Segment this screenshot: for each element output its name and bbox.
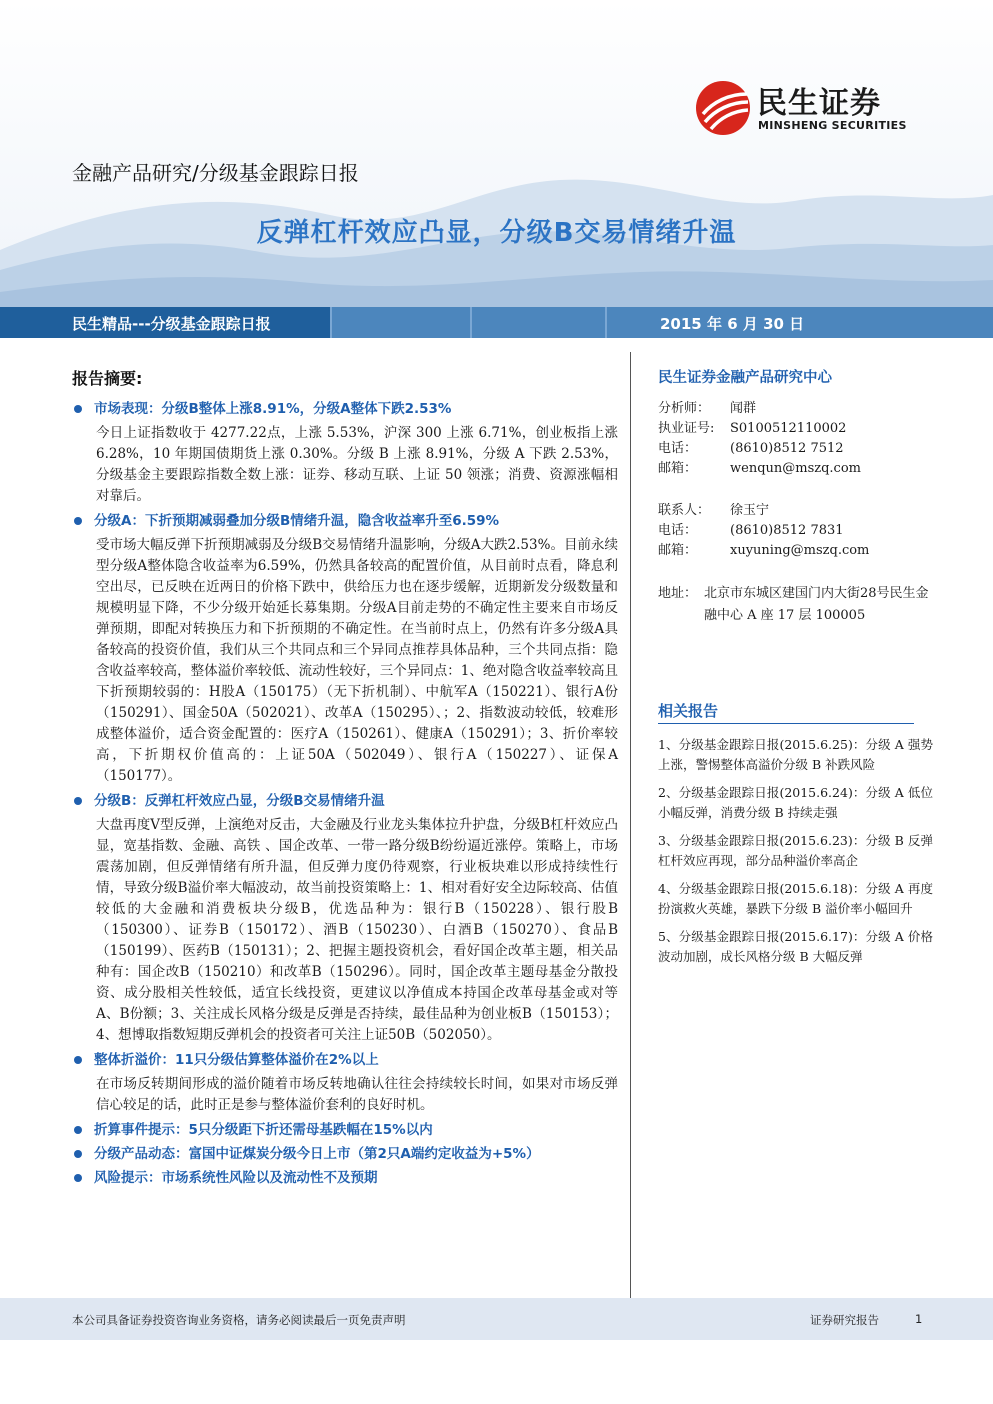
related-report-item[interactable]: 5、分级基金跟踪日报(2015.6.17)：分级 A 价格波动加剧，成长风格分级 B 大幅反弹 (658, 929, 933, 964)
contact-label: 联系人： (658, 503, 711, 518)
related-report-item[interactable]: 2、分级基金跟踪日报(2015.6.24)：分级 A 低位小幅反弹，消费分级 B 持续走强 (658, 785, 933, 820)
document-type: 证券研究报告 (810, 1313, 879, 1327)
bullet-icon (74, 405, 82, 413)
analyst-name: 闻群 (730, 401, 757, 416)
section-heading-text: 分级A：下折预期减弱叠加分级B情绪升温，隐含收益率升至6.59% (94, 513, 500, 529)
bar-divider (605, 307, 607, 338)
logo-chinese-name: 民生证券 (757, 86, 881, 121)
bullet-icon (74, 797, 82, 805)
series-name: 民生精品---分级基金跟踪日报 (72, 315, 271, 333)
minsheng-logo (695, 78, 935, 140)
section-heading (72, 399, 618, 419)
report-date: 2015 年 6 月 30 日 (660, 315, 805, 333)
spacer (658, 479, 933, 501)
related-report-item[interactable]: 1、分级基金跟踪日报(2015.6.25)：分级 A 强势上涨，警惕整体高溢价分级 B 补跌风险 (658, 737, 933, 772)
address-label: 地址： (658, 586, 698, 601)
related-reports-divider (658, 723, 914, 724)
page-number: 1 (915, 1312, 923, 1326)
contact-name: 徐玉宁 (730, 503, 770, 518)
bullet-icon (74, 1056, 82, 1064)
section-heading (72, 511, 618, 531)
email-row (658, 459, 933, 479)
address-text: 北京市东城区建国门内大街28号民生金融中心 A 座 17 层 100005 (704, 586, 929, 623)
cert-row (658, 419, 933, 439)
section-body: 在市场反转期间形成的溢价随着市场反转地确认往往会持续较长时间，如果对市场反弹信心较足的话，此时正是参与整体溢价套利的良好时机。 (96, 1076, 618, 1113)
logo-english-name: MINSHENG SECURITIES (758, 119, 907, 132)
contact-phone: (8610)8512 7831 (730, 523, 844, 538)
phone-label: 电话： (658, 441, 698, 456)
section-heading-text: 风险提示：市场系统性风险以及流动性不及预期 (94, 1170, 378, 1186)
research-center-name: 民生证券金融产品研究中心 (658, 370, 832, 386)
bullet-icon (74, 517, 82, 525)
abstract-column (72, 366, 618, 1192)
section-heading (72, 1168, 618, 1188)
section-heading-text: 折算事件提示：5只分级距下折还需母基跌幅在15%以内 (94, 1122, 433, 1138)
column-divider (630, 352, 631, 1300)
bar-divider (470, 307, 472, 338)
related-report-item[interactable]: 3、分级基金跟踪日报(2015.6.23)：分级 B 反弹杠杆效应再现，部分品种溢价率高企 (658, 833, 933, 868)
bullet-icon (74, 1150, 82, 1158)
header-bar (0, 307, 993, 338)
section-heading-text: 市场表现：分级B整体上涨8.91%，分级A整体下跌2.53% (94, 401, 452, 417)
related-report-item[interactable]: 4、分级基金跟踪日报(2015.6.18)：分级 A 再度扮演救火英雄，暴跌下分级 B 溢价率小幅回升 (658, 881, 933, 916)
analyst-label: 分析师： (658, 401, 711, 416)
abstract-title: 报告摘要: (72, 369, 143, 388)
section-heading (72, 1144, 618, 1164)
logo-emblem-icon (695, 80, 751, 136)
section-heading (72, 1120, 618, 1140)
related-reports-list (658, 735, 933, 975)
page-footer (0, 1298, 993, 1340)
phone-row (658, 439, 933, 459)
section-heading (72, 1050, 618, 1070)
cert-number: S0100512110002 (730, 421, 847, 436)
section-heading-text: 整体折溢价：11只分级估算整体溢价在2%以上 (94, 1052, 379, 1068)
contact-email-row (658, 541, 933, 561)
contact-phone-row (658, 521, 933, 541)
section-heading-text: 分级产品动态：富国中证煤炭分级今日上市（第2只A端约定收益为+5%） (94, 1146, 540, 1162)
email-label: 邮箱： (658, 461, 698, 476)
section-heading-text: 分级B：反弹杠杆效应凸显，分级B交易情绪升温 (94, 793, 385, 809)
analyst-row (658, 399, 933, 419)
bullet-icon (74, 1126, 82, 1134)
section-body: 今日上证指数收于 4277.22点，上涨 5.53%，沪深 300 上涨 6.71%，创业板指上涨 6.28%，10 年期国债期货上涨 0.30%。分级 B 上涨 8.91%，分级 A 下跌 2.53%，分级基金主要跟踪指数全数上涨：证券、移动互联、上证 50 领涨；消费、资源涨幅相对靠后。 (96, 425, 618, 504)
disclaimer-text: 本公司具备证券投资咨询业务资格，请务必阅读最后一页免责声明 (72, 1313, 406, 1327)
cert-label: 执业证号: (658, 421, 715, 436)
bar-divider (330, 307, 332, 338)
spacer (658, 561, 933, 583)
address-row (658, 583, 933, 627)
related-reports-title: 相关报告 (658, 702, 719, 720)
analyst-email[interactable]: wenqun@mszq.com (730, 461, 861, 476)
contact-phone-label: 电话： (658, 523, 698, 538)
analyst-phone: (8610)8512 7512 (730, 441, 844, 456)
section-body: 大盘再度V型反弹，上演绝对反击，大金融及行业龙头集体拉升护盘，分级B杠杆效应凸显，宽基指数、金融、高铁 、国企改革、一带一路分级B纷纷逼近涨停。策略上，市场震荡加剧，但反弹情绪有所升温，但反弹力度仍待观察，行业板块难以形成持续性行情，导致分级B溢价率大幅波动，故当前投资策略上：1、相对看好安全边际较高、估值较低的大金融和消费板块分级B，优选品种为：银行B（150228）、银行股B（150300）、证券B（150172）、酒B（150230）、白酒B（150270）、食品B（150199）、医药B（150131）；2、把握主题投资机会，看好国企改革主题，相关品种有：国企改B（150210）和改革B（150296）。同时，国企改革主题母基金分散投资、成分股相关性较低，适宜长线投资，更建议以净值成本持国企改革母基金或对等A、B份额；3、关注成长风格分级是反弹是否持续，最佳品种为创业板B（150153）；4、想博取指数短期反弹机会的投资者可关注上证50B（502050）。 (96, 817, 618, 1043)
report-title: 反弹杠杆效应凸显，分级B交易情绪升温 (256, 218, 737, 248)
report-type: 金融产品研究/分级基金跟踪日报 (72, 161, 359, 185)
section-heading (72, 791, 618, 811)
contact-email-label: 邮箱： (658, 543, 698, 558)
section-body: 受市场大幅反弹下折预期减弱及分级B交易情绪升温影响，分级A大跌2.53%。目前永续型分级A整体隐含收益率为6.59%，仍然具备较高的配置价值，从目前时点看，降息利空出尽，已反映在近两日的价格下跌中，供给压力也在逐步缓解，近期新发分级数量和规模明显下降，不少分级开始延长募集期。分级A目前走势的不确定性主要来自市场反弹预期，即配对转换压力和下折预期的不确定性。在当前时点上，仍然有许多分级A具备较高的投资价值，我们从三个共同点和三个异同点推荐具体品种，三个共同点指：隐含收益率较高，整体溢价率较低、流动性较好，三个异同点：1、绝对隐含收益率较高且下折预期较弱的：H股A（150175）（无下折机制）、中航军A（150221）、银行A份（150291）、国金50A（502021）、改革A（150295）、；2、指数波动较低，较难形成整体溢价，适合资金配置的：医疗A（150261）、健康A（150291）；3、折价率较高，下折期权价值高的：上证50A（502049）、银行A（150227）、证保A（150177）。 (96, 537, 618, 784)
bullet-icon (74, 1174, 82, 1182)
contact-row (658, 501, 933, 521)
contact-email[interactable]: xuyuning@mszq.com (730, 543, 870, 558)
sidebar (658, 366, 933, 627)
